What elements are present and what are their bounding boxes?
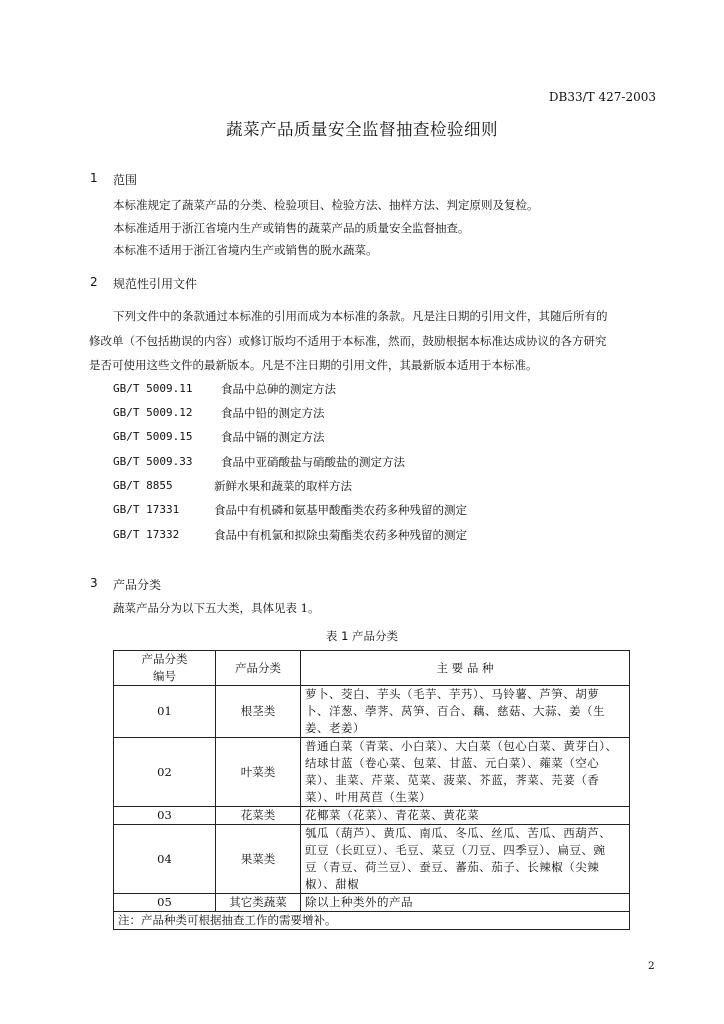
cell-varieties xyxy=(301,738,630,807)
section-2-number: 2 xyxy=(90,275,98,289)
table-row xyxy=(114,738,630,807)
section-1-title: 范围 xyxy=(113,173,138,187)
section-1-paragraph: 本标准不适用于浙江省境内生产或销售的脱水蔬菜。 xyxy=(113,243,378,257)
section-2-intro-line: 修改单（不包括勘误的内容）或修订版均不适用于本标准，然而，鼓励根据本标准达成协议的各方研究 xyxy=(89,334,607,348)
cell-category: 根茎类 xyxy=(216,686,301,738)
product-classification-table xyxy=(113,650,630,930)
header-code xyxy=(114,651,216,686)
section-3-heading xyxy=(0,576,724,592)
variety-line: 豆（青豆、荷兰豆）、蚕豆、蕃茄、茄子、长辣椒（尖辣 xyxy=(305,860,600,874)
cell-varieties xyxy=(301,686,630,738)
cell-code: 02 xyxy=(114,738,216,807)
header-code-line: 产品分类 xyxy=(141,652,188,666)
section-2-title: 规范性引用文件 xyxy=(113,277,198,291)
reference-code: GB/T 17331 xyxy=(113,503,180,516)
reference-code: GB/T 17332 xyxy=(113,528,180,541)
cell-varieties xyxy=(301,825,630,894)
reference-title: 食品中有机氯和拟除虫菊酯类农药多种残留的测定 xyxy=(214,528,467,542)
variety-line: 菜）、韭菜、芹菜、苋菜、菠菜、芥蓝，荠菜、芫荽（香 xyxy=(305,773,600,787)
reference-title: 食品中铅的测定方法 xyxy=(221,406,325,420)
reference-title: 食品中有机磷和氨基甲酸酯类农药多种残留的测定 xyxy=(214,503,467,517)
section-1-paragraph: 本标准规定了蔬菜产品的分类、检验项目、检验方法、抽样方法、判定原则及复检。 xyxy=(113,198,539,212)
cell-varieties xyxy=(301,807,630,825)
cell-category: 果菜类 xyxy=(216,825,301,894)
reference-title: 新鲜水果和蔬菜的取样方法 xyxy=(214,479,352,493)
variety-line: 豇豆（长豇豆）、毛豆、菜豆（刀豆、四季豆）、扁豆、豌 xyxy=(305,843,606,857)
reference-code: GB/T 5009.11 xyxy=(113,382,193,395)
section-2-intro-line: 下列文件中的条款通过本标准的引用而成为本标准的条款。凡是注日期的引用文件，其随后所有的 xyxy=(113,309,608,323)
reference-title: 食品中亚硝酸盐与硝酸盐的测定方法 xyxy=(221,455,405,469)
cell-category: 叶菜类 xyxy=(216,738,301,807)
cell-category: 花菜类 xyxy=(216,807,301,825)
page-number: 2 xyxy=(648,960,655,972)
reference-code: GB/T 5009.12 xyxy=(113,406,193,419)
table-row xyxy=(114,825,630,894)
section-3-intro: 蔬菜产品分为以下五大类，具体见表 1。 xyxy=(113,601,320,615)
table-row xyxy=(114,807,630,825)
section-2-intro-line: 是否可使用这些文件的最新版本。凡是不注日期的引用文件，其最新版本适用于本标准。 xyxy=(89,358,538,372)
header-varieties: 主 要 品 种 xyxy=(301,651,630,686)
variety-line: 花椰菜（花菜）、青花菜、黄花菜 xyxy=(305,808,480,822)
section-1-paragraph: 本标准适用于浙江省境内生产或销售的蔬菜产品的质量安全监督抽查。 xyxy=(113,221,470,235)
variety-line: 萝卜、茭白、芋头（毛芋、芋艿）、马铃薯、芦笋、胡萝 xyxy=(305,687,600,701)
reference-code: GB/T 8855 xyxy=(113,479,173,492)
table-row xyxy=(114,894,630,912)
cell-varieties xyxy=(301,894,630,912)
table-note-row xyxy=(114,912,630,930)
variety-line: 除以上种类外的产品 xyxy=(305,895,413,909)
reference-title: 食品中总砷的测定方法 xyxy=(221,382,336,396)
cell-code: 01 xyxy=(114,686,216,738)
variety-line: 姜、老姜） xyxy=(305,721,365,735)
reference-code: GB/T 5009.33 xyxy=(113,455,193,468)
reference-title: 食品中镉的测定方法 xyxy=(221,430,325,444)
variety-line: 椒）、甜椒 xyxy=(305,877,360,891)
header-category: 产品分类 xyxy=(216,651,301,686)
table-row xyxy=(114,686,630,738)
table-caption: 表 1 产品分类 xyxy=(325,629,399,643)
reference-code: GB/T 5009.15 xyxy=(113,430,193,443)
section-2-heading xyxy=(0,275,724,291)
section-1-number: 1 xyxy=(90,171,98,185)
table-header-row xyxy=(114,651,630,686)
cell-category: 其它类蔬菜 xyxy=(216,894,301,912)
variety-line: 卜、洋葱、荸荠、莴笋、百合、藕、慈菇、大蒜、姜（生 xyxy=(305,704,605,718)
cell-code: 03 xyxy=(114,807,216,825)
cell-code: 04 xyxy=(114,825,216,894)
variety-line: 普通白菜（青菜、小白菜）、大白菜（包心白菜、黄芽白）、 xyxy=(305,739,618,753)
variety-line: 瓠瓜（葫芦）、黄瓜、南瓜、冬瓜、丝瓜、苦瓜、西葫芦、 xyxy=(305,826,612,840)
cell-code: 05 xyxy=(114,894,216,912)
document-title: 蔬菜产品质量安全监督抽查检验细则 xyxy=(226,120,498,139)
section-3-number: 3 xyxy=(90,576,98,590)
variety-line: 结球甘蓝（卷心菜、包菜、甘蓝、元白菜）、蕹菜（空心 xyxy=(305,756,600,770)
section-1-heading xyxy=(0,171,724,187)
section-3-title: 产品分类 xyxy=(113,578,162,592)
header-code-line: 编号 xyxy=(153,669,176,683)
table-note: 注：产品种类可根据抽查工作的需要增补。 xyxy=(114,912,630,930)
variety-line: 菜）、叶用莴苣（生菜） xyxy=(305,790,432,804)
standard-number: DB33/T 427-2003 xyxy=(548,90,656,104)
